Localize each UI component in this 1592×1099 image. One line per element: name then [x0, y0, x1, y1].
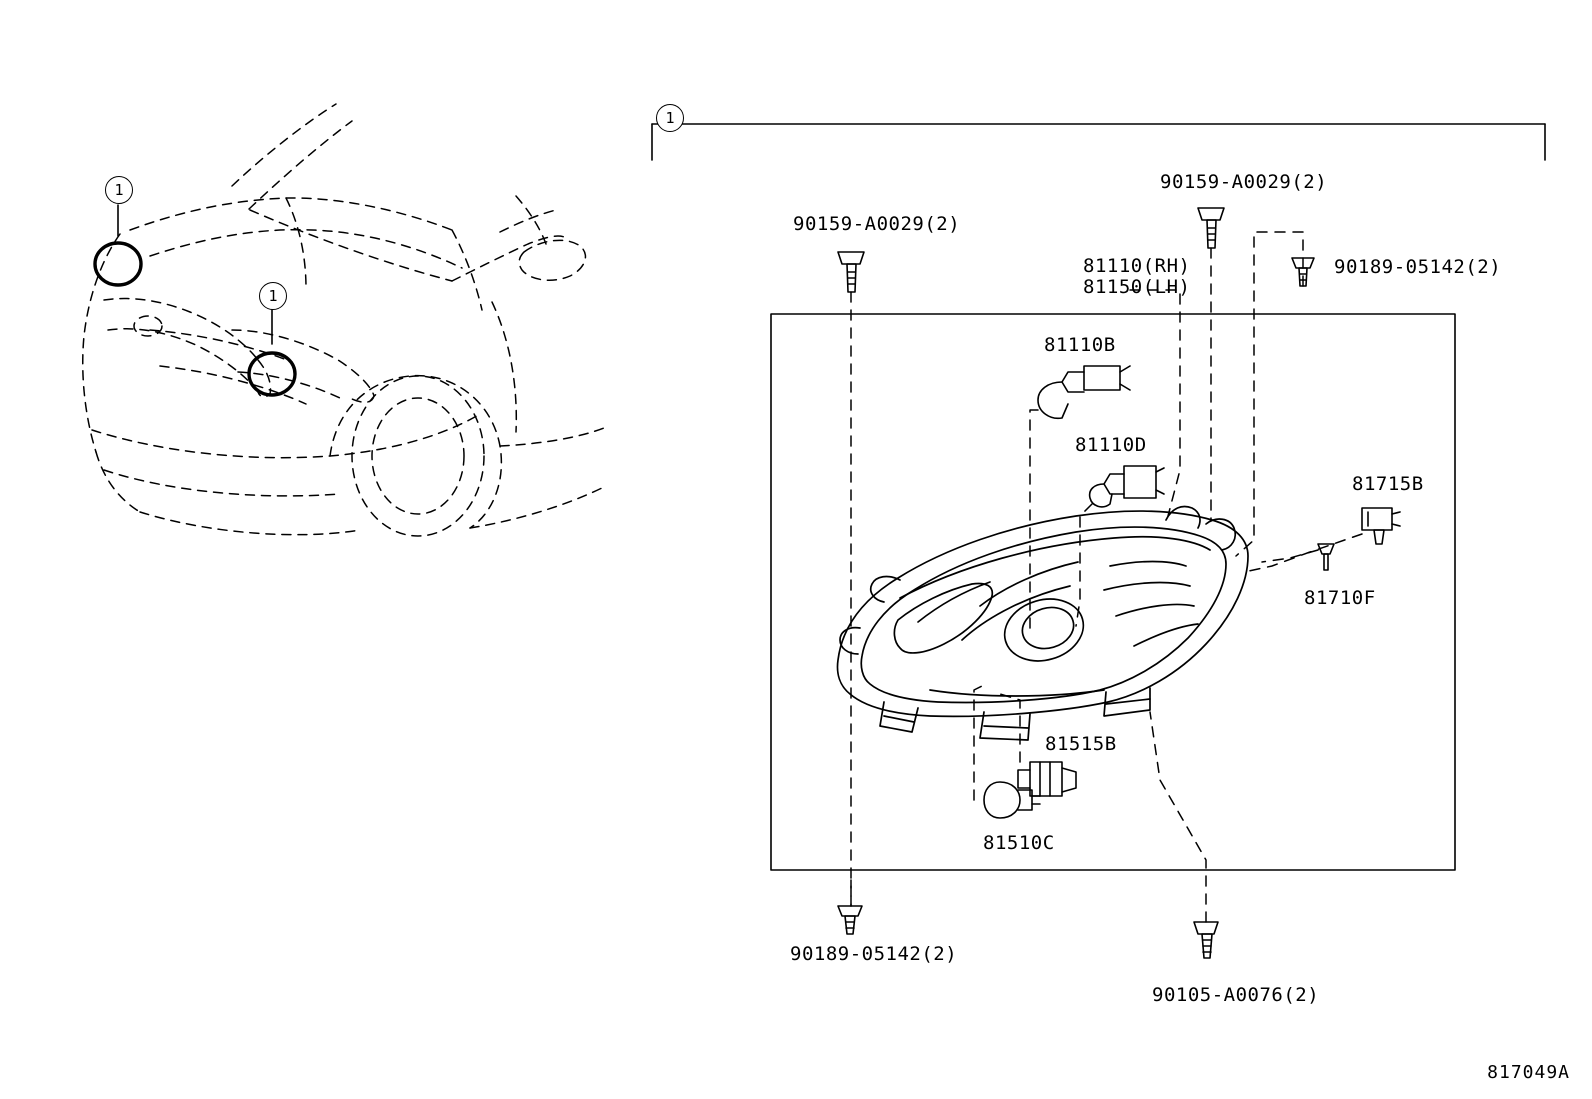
part-label-81110b: 81110B — [1044, 334, 1116, 356]
callout-number-assembly: 1 — [656, 104, 684, 132]
part-label-81510c: 81510C — [983, 832, 1055, 854]
part-label-81710f: 81710F — [1304, 587, 1376, 609]
callout-number-vehicle-2: 1 — [259, 282, 287, 310]
part-label-81515b: 81515B — [1045, 733, 1117, 755]
part-label-81110-rh: 81110(RH) — [1083, 255, 1191, 277]
callout-number-vehicle-1: 1 — [105, 176, 133, 204]
part-label-81715b: 81715B — [1352, 473, 1424, 495]
part-label-90189-05142-top: 90189-05142(2) — [1334, 256, 1502, 278]
part-label-90105-a0076: 90105-A0076(2) — [1152, 984, 1320, 1006]
part-label-81110d: 81110D — [1075, 434, 1147, 456]
part-label-90189-05142-bottom: 90189-05142(2) — [790, 943, 958, 965]
part-label-90159-a0029-left: 90159-A0029(2) — [793, 213, 961, 235]
part-label-90159-a0029-right: 90159-A0029(2) — [1160, 171, 1328, 193]
diagram-code: 817049A — [1487, 1062, 1570, 1083]
part-label-81150-lh: 81150(LH) — [1083, 276, 1191, 298]
